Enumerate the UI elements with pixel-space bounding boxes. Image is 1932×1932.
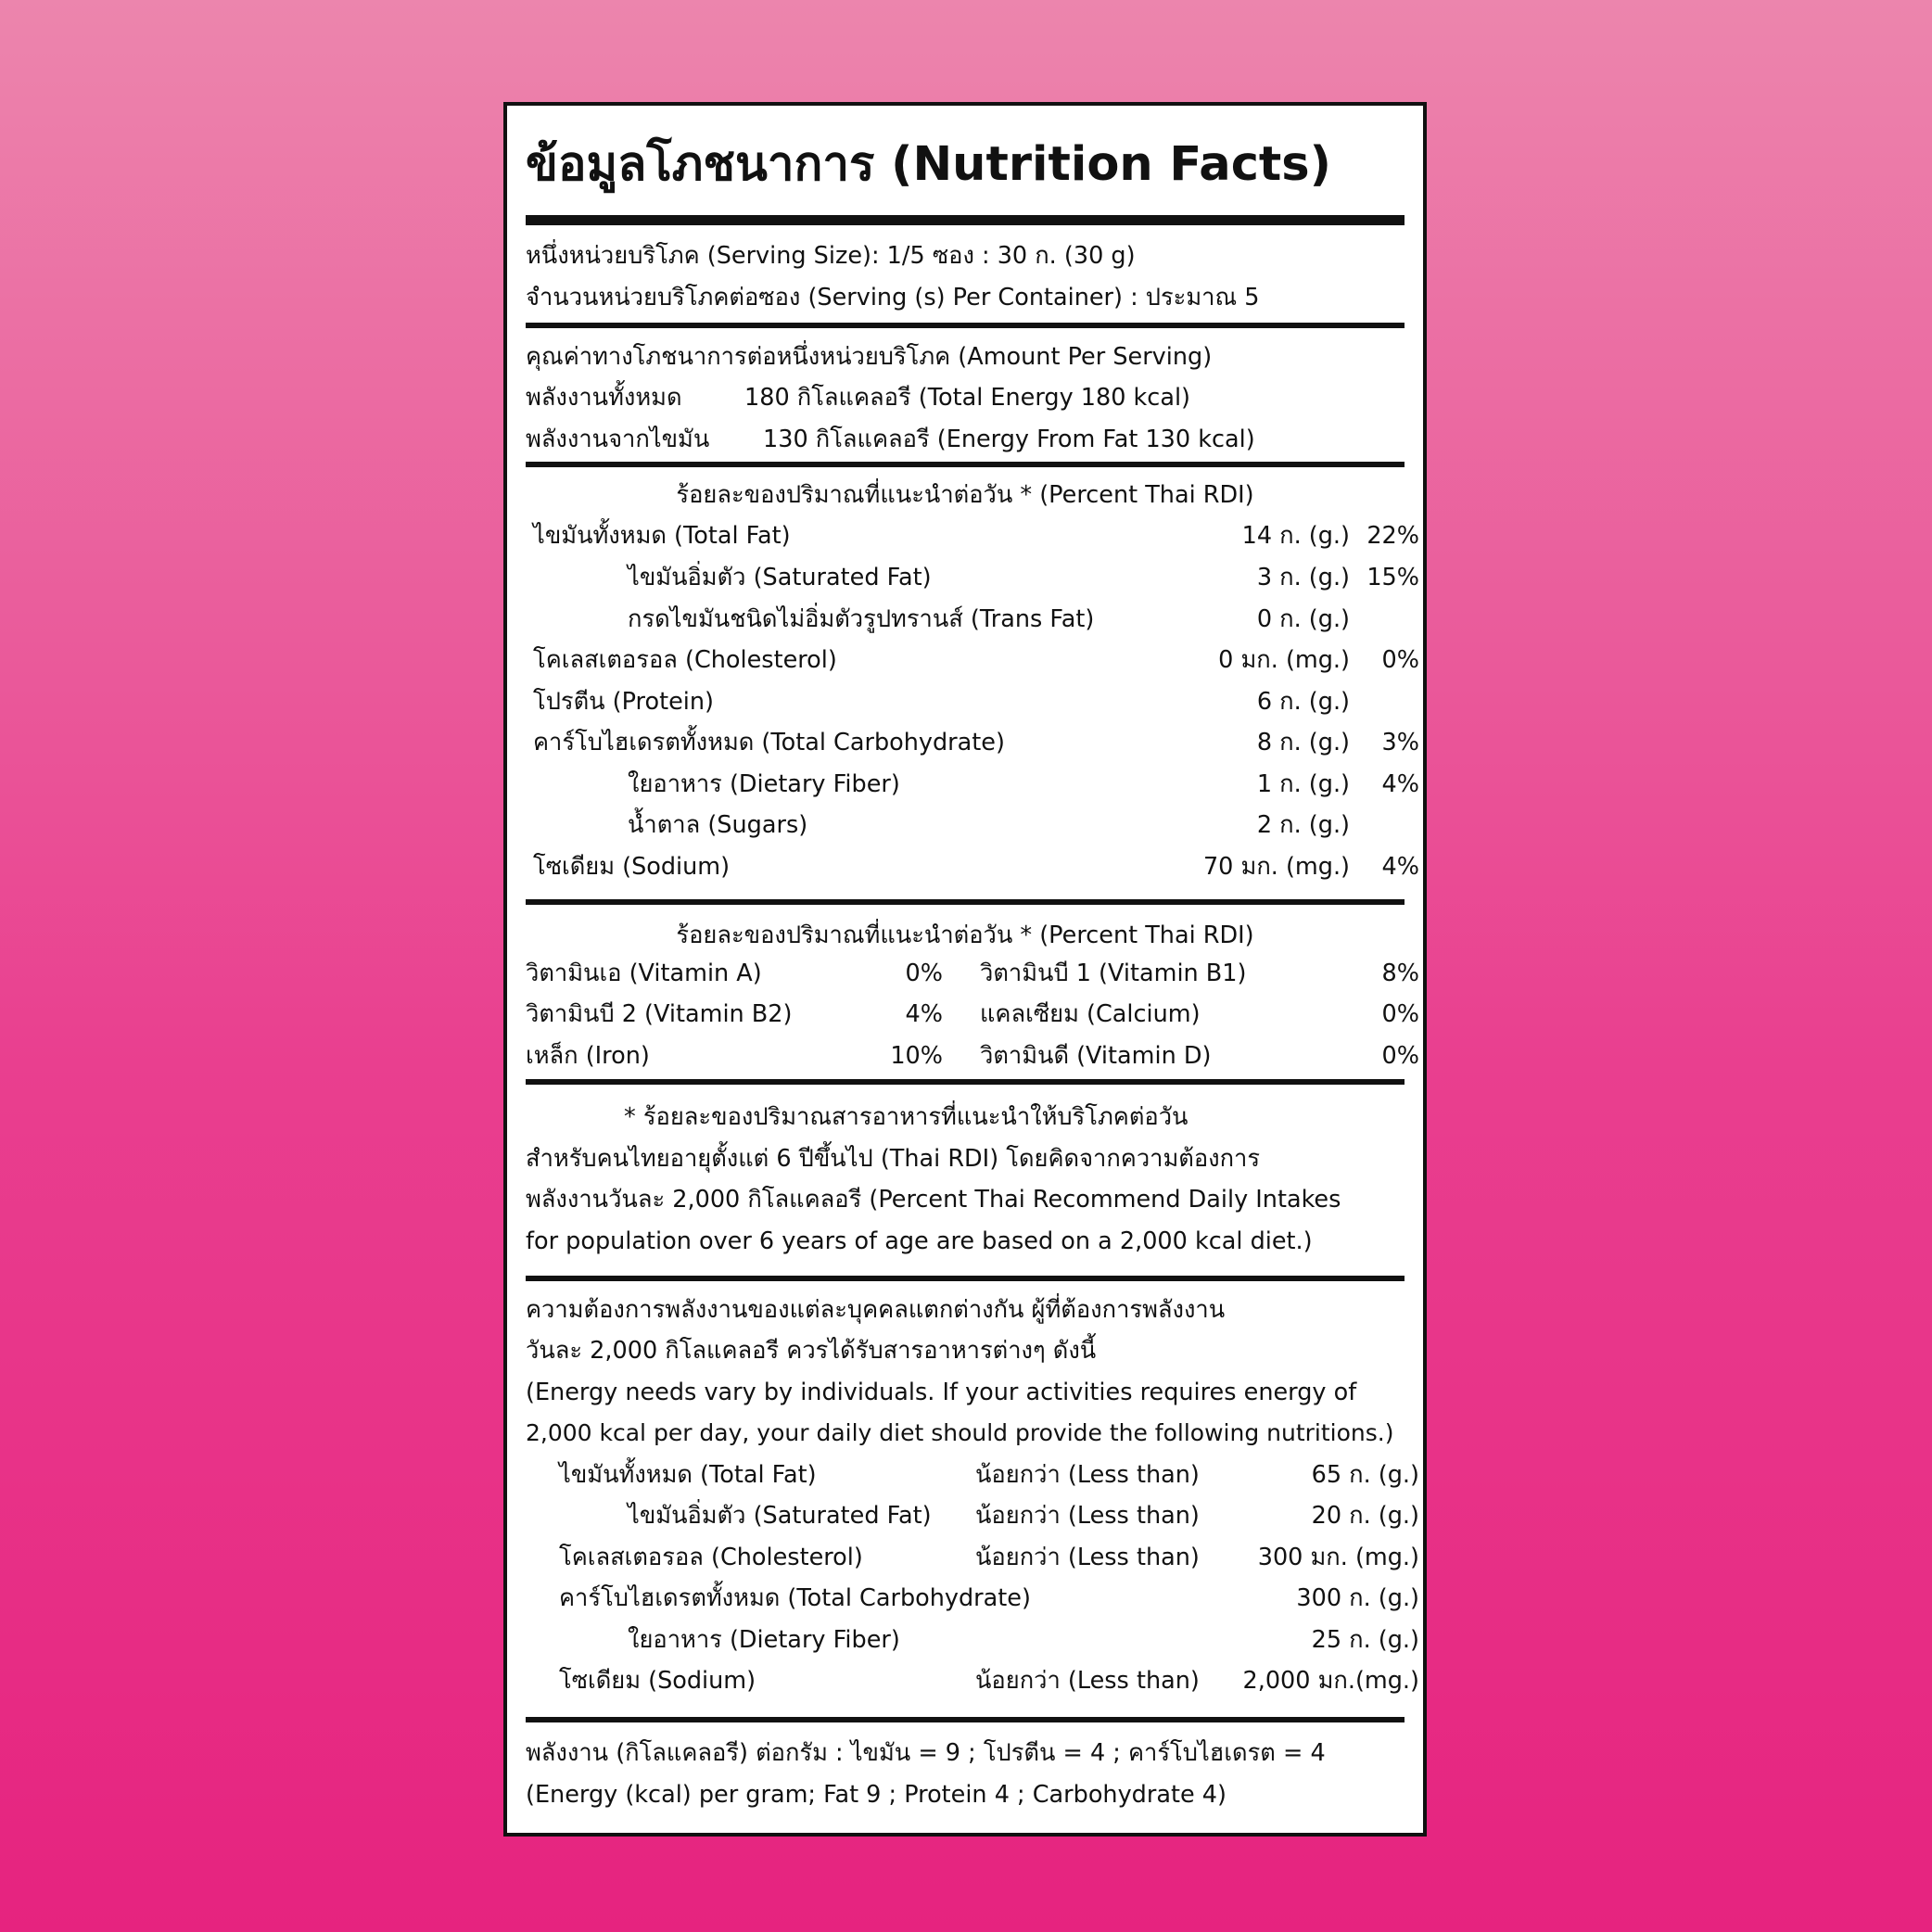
- nutrient-amount: 70 มก. (mg.): [1202, 853, 1350, 881]
- nutrient-name: ไขมันทั้งหมด (Total Fat): [533, 522, 791, 550]
- limit-name: โซเดียม (Sodium): [559, 1667, 756, 1695]
- limit-name: ไขมันทั้งหมด (Total Fat): [559, 1461, 817, 1489]
- energy-per-gram-line: พลังงาน (กิโลแคลอรี) ต่อกรัม : ไขมัน = 9 ; โปรตีน = 4 ; คาร์โบไฮเดรต = 4: [526, 1739, 1326, 1767]
- nutrient-name: ไขมันอิ่มตัว (Saturated Fat): [628, 564, 932, 591]
- divider: [526, 1079, 1405, 1085]
- vitamin-name: วิตามินบี 2 (Vitamin B2): [526, 1000, 793, 1028]
- nutrient-percent: 4%: [1381, 853, 1419, 881]
- energy-from-fat-value: 130 กิโลแคลอรี (Energy From Fat 130 kcal): [763, 426, 1255, 453]
- servings-per-container: จำนวนหน่วยบริโภคต่อซอง (Serving (s) Per Container) : ประมาณ 5: [526, 284, 1260, 311]
- limit-qualifier: น้อยกว่า (Less than): [975, 1502, 1200, 1530]
- nutrient-percent: 0%: [1381, 646, 1419, 674]
- total-energy-value: 180 กิโลแคลอรี (Total Energy 180 kcal): [744, 384, 1190, 412]
- needs-text-line: วันละ 2,000 กิโลแคลอรี ควรได้รับสารอาหารต่างๆ ดังนี้: [526, 1337, 1097, 1365]
- rdi-heading: ร้อยละของปริมาณที่แนะนำต่อวัน * (Percent Thai RDI): [676, 481, 1254, 509]
- vitamin-percent: 10%: [890, 1042, 943, 1070]
- nutrient-name: โซเดียม (Sodium): [533, 853, 731, 881]
- energy-from-fat-label: พลังงานจากไขมัน: [526, 426, 710, 453]
- nutrient-name: โปรตีน (Protein): [533, 688, 714, 716]
- amount-per-serving-heading: คุณค่าทางโภชนาการต่อหนึ่งหน่วยบริโภค (Amount Per Serving): [526, 343, 1213, 371]
- vitamin-percent: 0%: [1381, 1042, 1419, 1070]
- vitamin-name: วิตามินเอ (Vitamin A): [526, 960, 762, 987]
- nutrient-percent: 15%: [1366, 564, 1419, 591]
- limit-amount: 300 ก. (g.): [1296, 1584, 1419, 1612]
- limit-amount: 25 ก. (g.): [1311, 1626, 1419, 1654]
- total-energy-label: พลังงานทั้งหมด: [526, 384, 682, 412]
- limit-name: คาร์โบไฮเดรตทั้งหมด (Total Carbohydrate): [559, 1584, 1031, 1612]
- serving-size: หนึ่งหน่วยบริโภค (Serving Size): 1/5 ซอง : 30 ก. (30 g): [526, 242, 1136, 270]
- nutrient-name: โคเลสเตอรอล (Cholesterol): [533, 646, 837, 674]
- vitamin-name: แคลเซียม (Calcium): [980, 1000, 1201, 1028]
- nutrient-name: คาร์โบไฮเดรตทั้งหมด (Total Carbohydrate): [533, 729, 1005, 756]
- nutrient-name: กรดไขมันชนิดไม่อิ่มตัวรูปทรานส์ (Trans Fat): [628, 605, 1095, 633]
- divider: [526, 1276, 1405, 1281]
- needs-text-line: 2,000 kcal per day, your daily diet should provide the following nutritions.): [526, 1419, 1394, 1446]
- footnote-line: สำหรับคนไทยอายุตั้งแต่ 6 ปีขึ้นไป (Thai RDI) โดยคิดจากความต้องการ: [526, 1145, 1261, 1173]
- nutrient-amount: 2 ก. (g.): [1256, 811, 1350, 839]
- limit-amount: 65 ก. (g.): [1311, 1461, 1419, 1489]
- nutrient-amount: 0 ก. (g.): [1256, 605, 1350, 633]
- rdi-heading: ร้อยละของปริมาณที่แนะนำต่อวัน * (Percent Thai RDI): [676, 922, 1254, 949]
- nutrient-name: น้ำตาล (Sugars): [628, 811, 808, 839]
- nutrient-amount: 6 ก. (g.): [1256, 688, 1350, 716]
- limit-name: ไขมันอิ่มตัว (Saturated Fat): [628, 1502, 932, 1530]
- vitamin-name: วิตามินบี 1 (Vitamin B1): [980, 960, 1247, 987]
- limit-qualifier: น้อยกว่า (Less than): [975, 1667, 1200, 1695]
- vitamin-percent: 8%: [1381, 960, 1419, 987]
- divider: [526, 1717, 1405, 1722]
- footnote-line: * ร้อยละของปริมาณสารอาหารที่แนะนำให้บริโภคต่อวัน: [624, 1103, 1188, 1131]
- nutrient-amount: 3 ก. (g.): [1256, 564, 1350, 591]
- footnote-line: for population over 6 years of age are based on a 2,000 kcal diet.): [526, 1227, 1313, 1255]
- nutrient-name: ใยอาหาร (Dietary Fiber): [628, 770, 900, 798]
- divider: [526, 899, 1405, 905]
- nutrient-percent: 22%: [1366, 522, 1419, 550]
- limit-qualifier: น้อยกว่า (Less than): [975, 1544, 1200, 1571]
- vitamin-percent: 0%: [1381, 1000, 1419, 1028]
- divider: [526, 323, 1405, 328]
- vitamin-name: วิตามินดี (Vitamin D): [980, 1042, 1212, 1070]
- nutrient-amount: 1 ก. (g.): [1256, 770, 1350, 798]
- divider: [526, 215, 1405, 225]
- nutrient-amount: 0 มก. (mg.): [1218, 646, 1350, 674]
- vitamin-percent: 4%: [905, 1000, 943, 1028]
- limit-amount: 300 มก. (mg.): [1257, 1544, 1419, 1571]
- needs-text-line: ความต้องการพลังงานของแต่ละบุคคลแตกต่างกัน ผู้ที่ต้องการพลังงาน: [526, 1296, 1226, 1324]
- footnote-line: พลังงานวันละ 2,000 กิโลแคลอรี (Percent Thai Recommend Daily Intakes: [526, 1186, 1341, 1214]
- nutrition-facts-panel: [503, 102, 1427, 1837]
- vitamin-name: เหล็ก (Iron): [526, 1042, 650, 1070]
- limit-amount: 20 ก. (g.): [1311, 1502, 1419, 1530]
- nutrient-amount: 14 ก. (g.): [1241, 522, 1350, 550]
- divider: [526, 462, 1405, 467]
- vitamin-percent: 0%: [905, 960, 943, 987]
- nutrient-percent: 4%: [1381, 770, 1419, 798]
- limit-amount: 2,000 มก.(mg.): [1242, 1667, 1419, 1695]
- limit-name: โคเลสเตอรอล (Cholesterol): [559, 1544, 863, 1571]
- limit-qualifier: น้อยกว่า (Less than): [975, 1461, 1200, 1489]
- needs-text-line: (Energy needs vary by individuals. If your activities requires energy of: [526, 1379, 1357, 1406]
- nutrient-amount: 8 ก. (g.): [1256, 729, 1350, 756]
- nutrient-percent: 3%: [1381, 729, 1419, 756]
- limit-name: ใยอาหาร (Dietary Fiber): [628, 1626, 900, 1654]
- panel-title: ข้อมูลโภชนาการ (Nutrition Facts): [526, 137, 1331, 192]
- energy-per-gram-line: (Energy (kcal) per gram; Fat 9 ; Protein 4 ; Carbohydrate 4): [526, 1781, 1227, 1809]
